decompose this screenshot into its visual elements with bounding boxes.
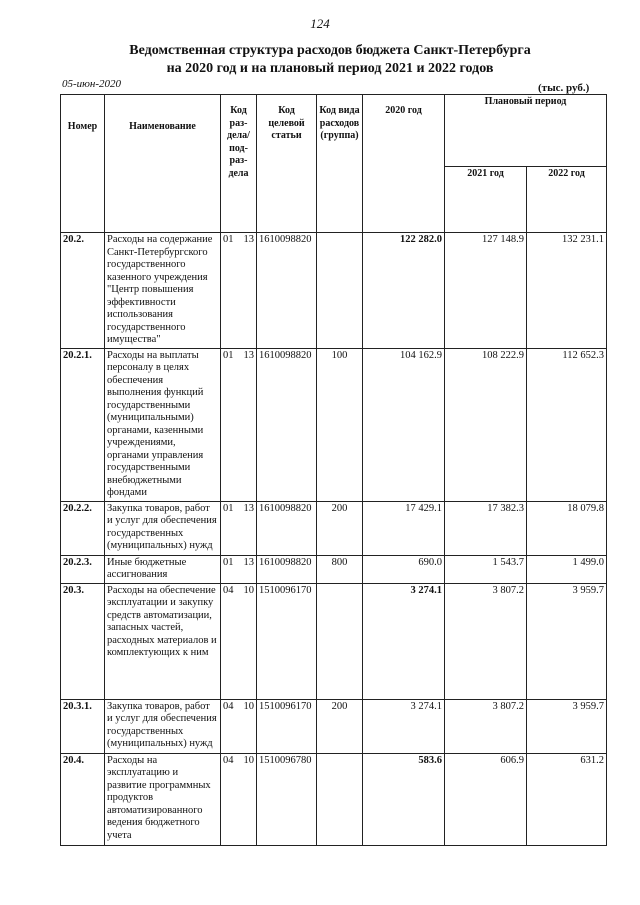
row-year-2022: 132 231.1	[527, 233, 607, 349]
row-name: Расходы на эксплуатацию и развитие программных продуктов автоматизированного ведения бюджетного учета	[105, 753, 221, 845]
subsection-code: 10	[243, 700, 254, 712]
row-year-2020: 122 282.0	[363, 233, 445, 349]
table-row	[61, 233, 607, 349]
row-name: Расходы на выплаты персоналу в целях обеспечения выполнения функций государственными (муниципальными) органами, казенными учреждениями, органами управления государственными внебюджетными фондами	[105, 348, 221, 501]
document-date: 05-июн-2020	[62, 78, 122, 90]
subsection-code: 10	[243, 584, 254, 596]
row-year-2021: 3 807.2	[445, 699, 527, 753]
header-year-2020: 2020 год	[363, 95, 445, 233]
budget-table	[60, 94, 607, 846]
row-name: Иные бюджетные ассигнования	[105, 555, 221, 583]
row-year-2022: 3 959.7	[527, 699, 607, 753]
table-row	[61, 555, 607, 583]
row-target-code: 1510096170	[257, 583, 317, 699]
table-body	[61, 233, 607, 846]
table-row	[61, 501, 607, 555]
row-expense-type: 100	[317, 348, 363, 501]
row-section-code	[221, 583, 257, 699]
subsection-code: 13	[243, 234, 254, 245]
row-target-code: 1610098820	[257, 501, 317, 555]
subsection-code: 10	[243, 754, 254, 766]
row-target-code: 1510096780	[257, 753, 317, 845]
row-section-code	[221, 555, 257, 583]
row-year-2022: 631.2	[527, 753, 607, 845]
row-number: 20.2.3.	[61, 555, 105, 583]
row-year-2021: 1 543.7	[445, 555, 527, 583]
header-expense-type-code: Код вида расходов (группа)	[317, 95, 363, 233]
row-target-code: 1610098820	[257, 348, 317, 501]
row-year-2021: 17 382.3	[445, 501, 527, 555]
row-name: Расходы на содержание Санкт-Петербургского государственного казенного учреждения "Центр повышения эффективности использования государственного имущества"	[105, 233, 221, 349]
row-year-2020: 3 274.1	[363, 583, 445, 699]
row-expense-type: 200	[317, 699, 363, 753]
header-name: Наименование	[105, 95, 221, 233]
row-year-2020: 104 162.9	[363, 348, 445, 501]
header-number: Номер	[61, 95, 105, 233]
row-year-2022: 3 959.7	[527, 583, 607, 699]
row-expense-type: 800	[317, 555, 363, 583]
row-number: 20.3.1.	[61, 699, 105, 753]
title-line-2: на 2020 год и на плановый период 2021 и 2022 годов	[166, 61, 494, 76]
section-code: 01	[223, 556, 234, 568]
row-name: Расходы на обеспечение эксплуатации и закупку средств автоматизации, запасных частей, расходных материалов и комплектующих к ним	[105, 583, 221, 699]
title-line-1: Ведомственная структура расходов бюджета Санкт-Петербурга	[129, 43, 531, 58]
section-code: 01	[223, 234, 234, 245]
table-row	[61, 583, 607, 699]
row-section-code	[221, 233, 257, 349]
row-section-code	[221, 348, 257, 501]
section-code: 01	[223, 349, 234, 361]
row-year-2022: 18 079.8	[527, 501, 607, 555]
row-year-2020: 690.0	[363, 555, 445, 583]
table-row	[61, 699, 607, 753]
table-row	[61, 753, 607, 845]
header-year-2022: 2022 год	[527, 167, 607, 233]
section-code: 04	[223, 584, 234, 596]
section-code: 04	[223, 700, 234, 712]
row-number: 20.4.	[61, 753, 105, 845]
row-section-code	[221, 753, 257, 845]
row-expense-type: 200	[317, 501, 363, 555]
row-year-2020: 583.6	[363, 753, 445, 845]
row-expense-type	[317, 233, 363, 349]
row-expense-type	[317, 583, 363, 699]
units-label: (тыс. руб.)	[538, 82, 590, 94]
row-year-2022: 112 652.3	[527, 348, 607, 501]
row-year-2022: 1 499.0	[527, 555, 607, 583]
row-target-code: 1610098820	[257, 555, 317, 583]
row-name: Закупка товаров, работ и услуг для обеспечения государственных (муниципальных) нужд	[105, 699, 221, 753]
row-number: 20.3.	[61, 583, 105, 699]
subsection-code: 13	[243, 349, 254, 361]
row-target-code: 1610098820	[257, 233, 317, 349]
row-number: 20.2.2.	[61, 501, 105, 555]
row-number: 20.2.1.	[61, 348, 105, 501]
header-planned-period: Плановый период	[445, 95, 607, 167]
row-section-code	[221, 699, 257, 753]
subsection-code: 13	[243, 556, 254, 568]
row-year-2020: 17 429.1	[363, 501, 445, 555]
document-title	[60, 42, 600, 78]
row-year-2021: 606.9	[445, 753, 527, 845]
row-year-2021: 108 222.9	[445, 348, 527, 501]
row-expense-type	[317, 753, 363, 845]
row-year-2020: 3 274.1	[363, 699, 445, 753]
section-code: 04	[223, 754, 234, 766]
page-number: 124	[310, 16, 330, 31]
row-number: 20.2.	[61, 233, 105, 349]
row-section-code	[221, 501, 257, 555]
header-year-2021: 2021 год	[445, 167, 527, 233]
header-target-code: Код целевой статьи	[257, 95, 317, 233]
row-year-2021: 3 807.2	[445, 583, 527, 699]
table-row	[61, 348, 607, 501]
row-name: Закупка товаров, работ и услуг для обеспечения государственных (муниципальных) нужд	[105, 501, 221, 555]
row-year-2021: 127 148.9	[445, 233, 527, 349]
subsection-code: 13	[243, 502, 254, 514]
section-code: 01	[223, 502, 234, 514]
row-target-code: 1510096170	[257, 699, 317, 753]
header-section-code: Код раз-дела/ под-раз-дела	[221, 95, 257, 233]
header-row-1	[61, 95, 607, 167]
